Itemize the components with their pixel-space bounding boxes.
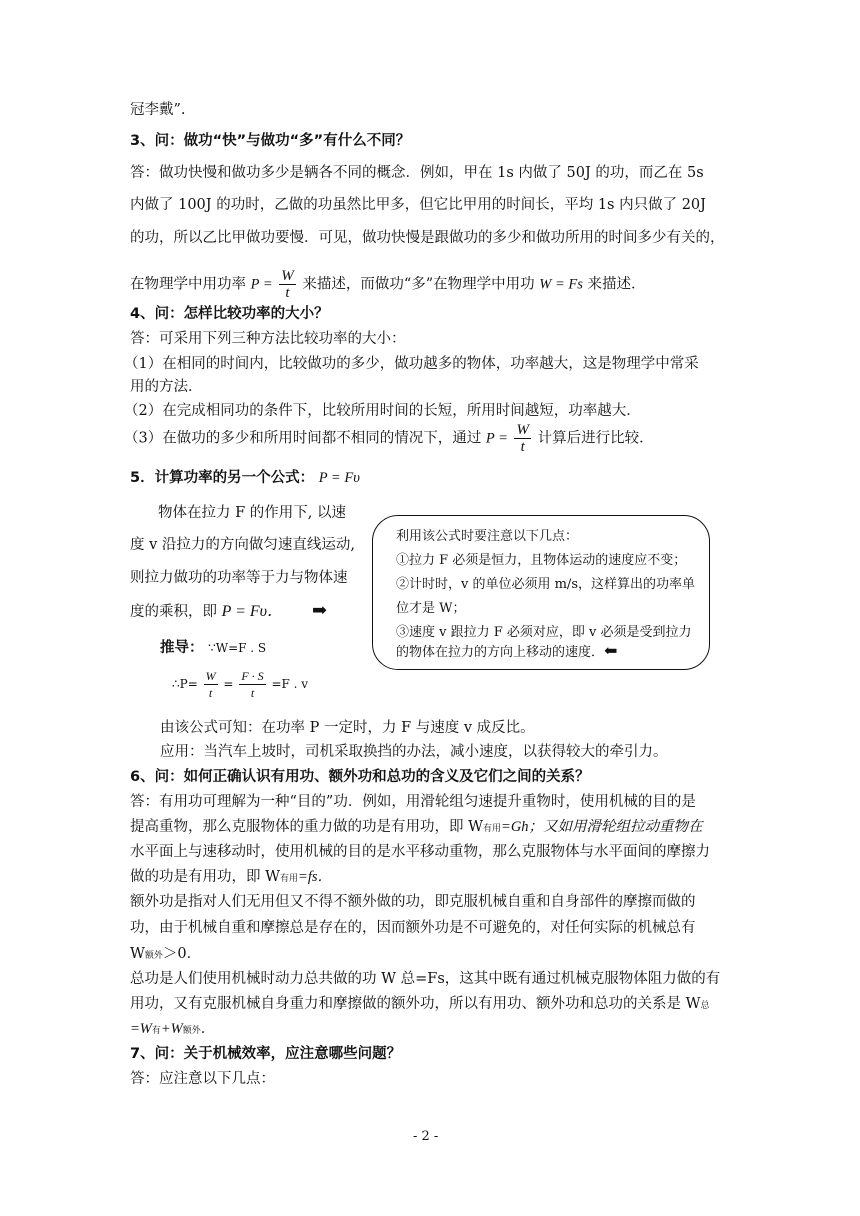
- denominator: t: [285, 285, 290, 301]
- text-line: 由该公式可知：在功率 P 一定时，力 F 与速度 v 成反比。: [160, 720, 535, 736]
- numerator: F · S: [241, 669, 264, 683]
- numerator: W: [281, 268, 294, 284]
- text-segment: 来描述，而做功“多”在物理学中用功: [302, 276, 535, 293]
- text-segment: =fs．: [298, 869, 332, 885]
- text-segment: ＞0．: [162, 946, 202, 962]
- text-line: 度 v 沿拉力的方向做匀速直线运动,: [130, 537, 356, 553]
- derive-label: 推导：: [160, 640, 204, 656]
- text-line: 总功是人们使用机械时动力总共做的功 W 总=Fs，这其中既有通过机械克服物体阻力做的有: [130, 971, 721, 987]
- page-number: - 2 -: [413, 1129, 439, 1144]
- text-segment: （3）在做功的多少和所用时间都不相同的情况下，通过: [124, 430, 482, 447]
- subscript: 有用: [483, 824, 502, 834]
- subscript: 额外: [144, 951, 163, 961]
- text-line: 的功，所以乙比甲做功要慢．可见，做功快慢是跟做功的多少和做功所用的时间多少有关的，: [130, 230, 725, 246]
- question-4: 4、问：怎样比较功率的大小？: [130, 306, 329, 322]
- text-line: 应用：当汽车上坡时，司机采取换挡的办法，减小速度，以获得较大的牵引力。: [160, 744, 668, 760]
- derivation-line: ∴P= $\frac{W}{t}$ = $\frac{F \cdot S}{t}$ =F . v: [172, 669, 309, 700]
- subscript: 额外: [182, 1026, 201, 1036]
- text-segment: 度的乘积，即: [130, 604, 217, 620]
- formula-line: [124, 422, 654, 455]
- formula-line: [130, 268, 646, 301]
- text-line: 答：有用功可理解为一种“目的”功．例如，用滑轮组匀速提升重物时，使用机械的目的是: [130, 794, 696, 810]
- section-5-heading: [130, 468, 360, 488]
- denominator: t: [208, 686, 213, 700]
- subscript: 有: [151, 1026, 161, 1036]
- text-segment: =W: [130, 1021, 152, 1037]
- text-line: [130, 867, 332, 889]
- left-arrow-icon: ⬅: [604, 641, 618, 660]
- right-arrow-icon: ➡: [312, 600, 328, 621]
- text-line: 则拉力做功的功率等于力与物体速: [130, 570, 348, 586]
- question-7: 7、问：关于机械效率，应注意哪些问题？: [130, 1046, 402, 1062]
- fraction-FS-over-t: [239, 668, 265, 701]
- text-line: （1）在相同的时间内，比较做功的多少，做功越多的物体，功率越大，这是物理学中常采: [124, 356, 699, 372]
- fraction-W-over-t: [204, 668, 218, 701]
- callout-line: ②计时时，v 的单位必须用 m/s，这样算出的功率单: [396, 577, 695, 592]
- formula-line: [130, 602, 283, 622]
- subscript: 有用: [280, 874, 299, 884]
- callout-line: [396, 642, 617, 662]
- text-line: 物体在拉力 F 的作用下, 以速: [158, 505, 346, 521]
- text-line: [130, 944, 201, 966]
- denominator: t: [250, 686, 255, 700]
- text-line: 用的方法．: [130, 379, 203, 395]
- text-line: [130, 994, 710, 1016]
- text-segment: 计算后进行比较．: [537, 430, 654, 447]
- text-line: 答：做功快慢和做功多少是辆各不同的概念．例如，甲在 1s 内做了 50J 的功，而乙在 5s: [130, 165, 704, 181]
- derive-step: ∵W=F . S: [208, 641, 267, 655]
- numerator: W: [205, 669, 216, 683]
- text-line: 功，由于机械自重和摩擦总是存在的，因而额外功是不可避免的，对任何实际的机械总有: [130, 920, 696, 936]
- text-segment: ．: [200, 1021, 216, 1037]
- fraction-W-over-t: [514, 422, 531, 455]
- section-title: 5．计算功率的另一个公式：: [130, 470, 315, 486]
- formula-P: P =: [250, 276, 273, 293]
- text-line: 水平面上与速移动时，使用机械的目的是水平移动重物，那么克服物体与水平面间的摩擦力: [130, 844, 710, 860]
- text-segment: 做的功是有用功，即 W: [130, 869, 281, 885]
- text-line: 内做了 100J 的功时，乙做的功虽然比甲多，但它比甲用的时间长，平均 1s 内只做了 20J: [130, 197, 706, 213]
- text-segment: 的物体在拉力的方向上移动的速度．: [396, 645, 605, 660]
- callout-line: 利用该公式时要注意以下几点：: [396, 529, 579, 544]
- text-line: [130, 817, 703, 839]
- formula-P: P =: [485, 430, 508, 447]
- text-segment: ∴P=: [172, 677, 198, 691]
- fraction-W-over-t: [279, 268, 296, 301]
- text-segment: =Gh；又如用滑轮组拉动重物在: [501, 819, 703, 835]
- text-segment: 来描述．: [587, 276, 646, 293]
- text-segment: 提高重物，那么克服物体的重力做的功是有用功，即 W: [130, 819, 484, 835]
- text-line: 答：可采用下列三种方法比较功率的大小：: [130, 331, 406, 347]
- callout-line: ①拉力 F 必须是恒力，且物体运动的速度应不变；: [396, 553, 687, 568]
- text-line: （2）在完成相同功的条件下，比较所用时间的长短，所用时间越短，功率越大．: [124, 403, 641, 419]
- text-segment: 用功，又有克服机械自身重力和摩擦做的额外功，所以有用功、额外功和总功的关系是 W: [130, 996, 701, 1012]
- text-segment: +W: [160, 1021, 183, 1037]
- text-line: 额外功是指对人们无用但又不得不额外做的功，即克服机械自重和自身部件的摩擦而做的: [130, 894, 696, 910]
- formula-P-Fv: P = Fυ: [318, 470, 360, 486]
- text-line: [130, 1019, 215, 1041]
- callout-line: 位才是 W；: [396, 601, 466, 616]
- text-segment: 在物理学中用功率: [130, 276, 246, 293]
- subscript: 总: [700, 1001, 710, 1011]
- question-3: 3、问：做功“快”与做功“多”有什么不同？: [130, 133, 411, 149]
- question-6: 6、问：如何正确认识有用功、额外功和总功的含义及它们之间的关系？: [130, 769, 590, 785]
- denominator: t: [520, 439, 525, 455]
- text-line: 答：应注意以下几点：: [130, 1071, 275, 1087]
- text-segment: W: [130, 946, 145, 962]
- text-line: 冠李戴”.: [130, 102, 186, 118]
- derivation-line: [160, 638, 266, 658]
- text-segment: =F . v: [271, 677, 309, 691]
- numerator: W: [516, 422, 529, 438]
- callout-line: ③速度 v 跟拉力 F 必须对应，即 v 必须是受到拉力: [396, 625, 692, 640]
- formula-P-Fv: P = Fυ．: [221, 603, 284, 620]
- formula-W-Fs: W = Fs: [539, 276, 583, 293]
